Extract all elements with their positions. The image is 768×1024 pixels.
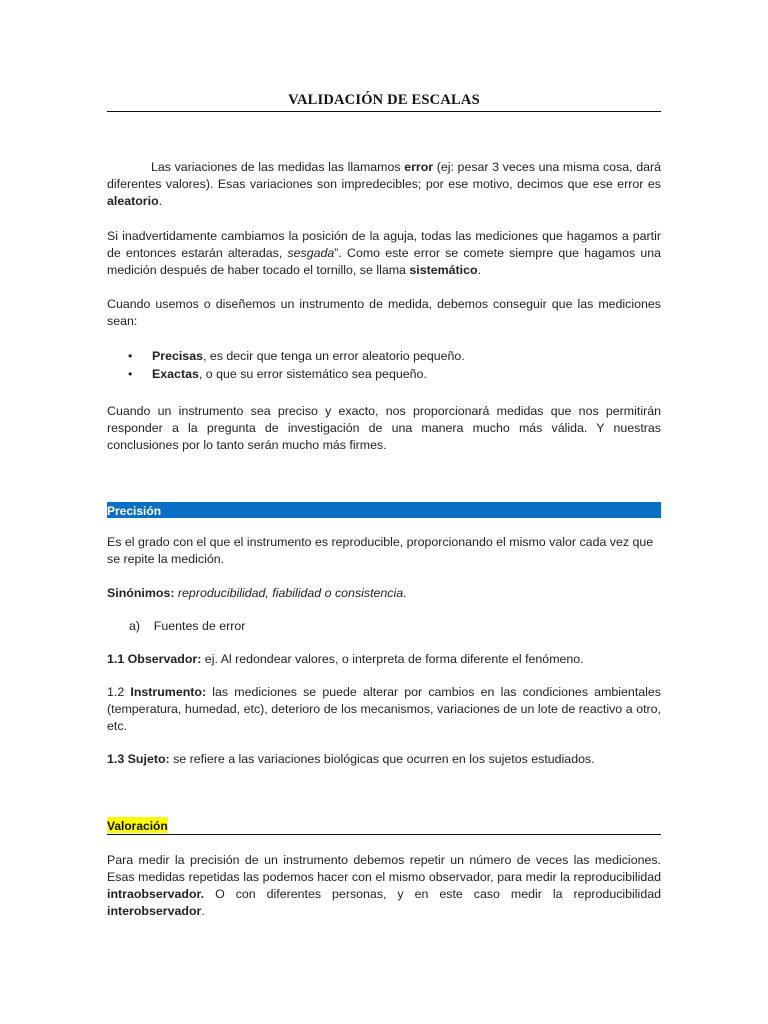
section-heading-precision: Precisión <box>107 502 661 518</box>
precision-synonyms: Sinónimos: reproducibilidad, fiabilidad o consistencia. <box>107 586 407 600</box>
title-underline <box>107 111 661 112</box>
intro-paragraph-4: Cuando un instrumento sea preciso y exacto, nos proporcionará medidas que nos permitirán responder a la pregunta de investigación de una manera mucho más válida. Y nuestras conclusiones por lo tanto serán mucho más firmes. <box>107 404 661 452</box>
bullet-icon: • <box>128 367 133 381</box>
term-sistematico: sistemático <box>409 263 478 277</box>
subheading-fuentes-de-error: a) Fuentes de error <box>129 619 246 633</box>
intro-paragraph-1: Las variaciones de las medidas las llamamos error (ej: pesar 3 veces una misma cosa, dará diferentes valores). Esas variaciones son impredecibles; por ese motivo, decimos que ese error es aleatorio. <box>107 160 662 208</box>
term-error: error <box>404 160 434 174</box>
valoracion-underline <box>107 834 661 835</box>
term-sesgada: sesgada <box>287 246 335 260</box>
bullet-icon: • <box>128 349 133 363</box>
section-heading-valoracion: Valoración <box>107 819 168 833</box>
intro-paragraph-3: Cuando usemos o diseñemos un instrumento de medida, debemos conseguir que las mediciones sean: <box>107 297 661 328</box>
precision-definition: Es el grado con el que el instrumento es reproducible, proporcionando el mismo valor cada vez que se repite la medición. <box>107 535 654 566</box>
source-observador: 1.1 Observador: ej. Al redondear valores, o interpreta de forma diferente el fenómeno. <box>107 652 584 666</box>
intro-paragraph-2: Si inadvertidamente cambiamos la posición de la aguja, todas las mediciones que hagamos a partir de entonces estarán alteradas, sesgada”. Como este error se comete siempre que hagamos una medición después de haber tocado el tornillo, se llama sistemático. <box>107 229 661 277</box>
source-instrumento: 1.2 Instrumento: las mediciones se puede alterar por cambios en las condiciones ambientales (temperatura, humedad, etc), deterioro de los mecanismos, variaciones de un lote de reactivo a otro, etc. <box>107 685 661 733</box>
term-aleatorio: aleatorio <box>107 194 159 208</box>
source-sujeto: 1.3 Sujeto: se refiere a las variaciones biológicas que ocurren en los sujetos estudiados. <box>107 752 595 766</box>
page-title: VALIDACIÓN DE ESCALAS <box>288 92 480 108</box>
valoracion-paragraph: Para medir la precisión de un instrumento debemos repetir un número de veces las mediciones. Esas medidas repetidas las podemos hacer con el mismo observador, para medir la reproducibilidad intraobservador. O con diferentes personas, y en este caso medir la reproducibilidad interobservador. <box>107 853 661 918</box>
